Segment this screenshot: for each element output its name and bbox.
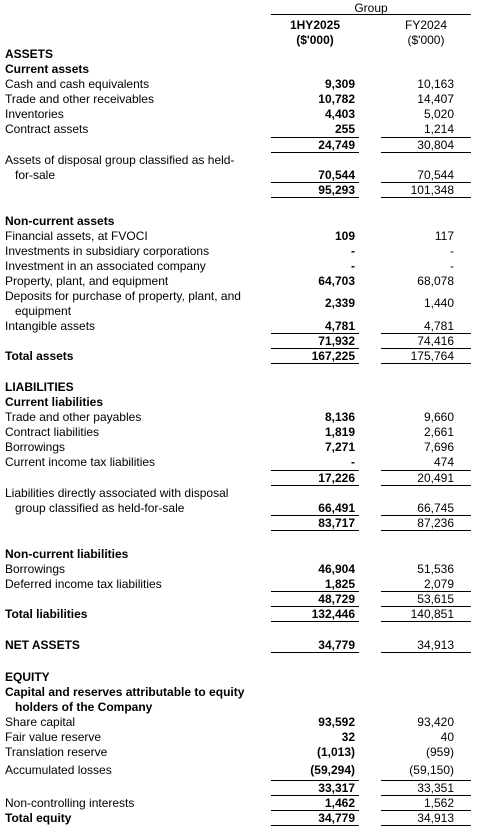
cell-fy2024: 1,562: [423, 796, 454, 810]
subtotal-fy2024: 74,416: [417, 334, 454, 348]
underline-rule: [381, 591, 471, 592]
cell-1hy2025: -: [351, 259, 355, 273]
capital-reserves-heading: holders of the Company: [15, 700, 153, 714]
subtotal-1hy2025: 48,729: [318, 592, 355, 606]
cell-fy2024: 117: [434, 229, 454, 243]
underline-rule: [381, 152, 471, 153]
total-1hy2025: 132,446: [311, 607, 355, 621]
row-label: Trade and other receivables: [5, 92, 154, 106]
cell-1hy2025: 255: [334, 122, 355, 136]
subtotal-1hy2025: 95,293: [318, 183, 355, 197]
net-assets-fy2024: 34,913: [417, 638, 454, 652]
row-label: Cash and cash equivalents: [5, 77, 150, 91]
row-label: Deferred income tax liabilities: [5, 577, 162, 591]
cell-1hy2025: (1,013): [316, 745, 355, 759]
underline-rule: [271, 515, 359, 516]
subtotal-fy2024: 33,351: [417, 781, 454, 795]
cell-1hy2025: 7,271: [324, 440, 355, 454]
cell-1hy2025: 64,703: [318, 274, 355, 288]
cell-fy2024: 7,696: [423, 440, 454, 454]
row-label: Deposits for purchase of property, plant, and: [5, 289, 241, 303]
subtotal-1hy2025: 83,717: [318, 516, 355, 530]
net-assets-label: NET ASSETS: [5, 638, 80, 652]
cell-fy2024: 40: [440, 730, 454, 744]
total-liabilities-label: Total liabilities: [5, 607, 88, 621]
underline-rule: [381, 606, 471, 607]
cell-1hy2025: 4,403: [324, 107, 355, 121]
cell-1hy2025: -: [351, 244, 355, 258]
underline-rule: [381, 515, 471, 516]
row-label: Translation reserve: [5, 745, 108, 759]
assets-heading: ASSETS: [5, 47, 54, 61]
subtotal-fy2024: 20,491: [417, 471, 454, 485]
subtotal-fy2024: 53,615: [417, 592, 454, 606]
equity-heading: EQUITY: [5, 670, 50, 684]
cell-fy2024: 474: [433, 455, 454, 469]
cell-1hy2025: 70,544: [318, 168, 355, 182]
total-assets-label: Total assets: [5, 349, 74, 363]
total-1hy2025: 34,779: [318, 811, 355, 825]
subtotal-fy2024: 101,348: [410, 183, 454, 197]
underline-rule: [381, 621, 471, 622]
underline-rule: [381, 810, 471, 811]
row-label: Assets of disposal group classified as held-: [5, 153, 235, 167]
underline-rule: [381, 825, 471, 826]
row-label: Contract liabilities: [5, 425, 100, 439]
liabilities-heading: LIABILITIES: [5, 380, 74, 394]
underline-rule: [271, 530, 359, 531]
row-label: Share capital: [5, 715, 76, 729]
group-header: Group: [354, 1, 388, 15]
cell-fy2024: 2,079: [423, 577, 454, 591]
col2-unit-header: ($'000): [407, 33, 445, 47]
cell-fy2024: 93,420: [417, 715, 454, 729]
cell-fy2024: (959): [425, 745, 454, 759]
underline-rule: [381, 333, 471, 334]
cell-1hy2025: 1,825: [324, 577, 355, 591]
row-label: Liabilities directly associated with disposal: [5, 486, 229, 500]
cell-1hy2025: 4,781: [324, 319, 355, 333]
net-assets-1hy2025: 34,779: [318, 638, 355, 652]
cell-1hy2025: 109: [334, 229, 355, 243]
row-label: Non-controlling interests: [5, 796, 135, 810]
non-current-assets-heading: Non-current assets: [5, 214, 115, 228]
subtotal-1hy2025: 17,226: [318, 471, 355, 485]
cell-1hy2025: 8,136: [324, 410, 355, 424]
cell-1hy2025: 1,462: [324, 796, 355, 810]
cell-1hy2025: 46,904: [318, 562, 355, 576]
underline-rule: [271, 137, 359, 138]
row-label: Borrowings: [5, 562, 66, 576]
underline-rule: [381, 348, 471, 349]
underline-rule: [271, 652, 359, 653]
cell-fy2024: (59,150): [409, 763, 454, 777]
cell-1hy2025: (59,294): [310, 763, 355, 777]
row-label: Investments in subsidiary corporations: [5, 244, 210, 258]
underline-rule: [381, 470, 471, 471]
row-label: Financial assets, at FVOCI: [5, 229, 148, 243]
underline-rule: [381, 780, 471, 781]
underline-rule: [381, 485, 471, 486]
subtotal-1hy2025: 71,932: [318, 334, 355, 348]
cell-fy2024: 1,214: [423, 122, 454, 136]
cell-1hy2025: -: [351, 455, 355, 469]
cell-1hy2025: 10,782: [318, 92, 355, 106]
non-current-liabilities-heading: Non-current liabilities: [5, 547, 129, 561]
row-label: Accumulated losses: [5, 763, 112, 777]
cell-1hy2025: 2,339: [324, 296, 355, 310]
row-label: for-sale: [15, 168, 56, 182]
total-1hy2025: 167,225: [311, 349, 355, 363]
col1-period-header: 1HY2025: [289, 18, 341, 32]
cell-fy2024: 1,440: [423, 296, 454, 310]
underline-rule: [271, 591, 359, 592]
cell-1hy2025: 32: [341, 730, 355, 744]
subtotal-1hy2025: 33,317: [318, 781, 355, 795]
col1-unit-header: ($'000): [296, 33, 334, 47]
underline-rule: [271, 825, 359, 826]
cell-fy2024: -: [450, 244, 454, 258]
cell-fy2024: 2,661: [423, 425, 454, 439]
cell-1hy2025: 1,819: [324, 425, 355, 439]
total-fy2024: 140,851: [410, 607, 454, 621]
capital-reserves-heading: Capital and reserves attributable to equity: [5, 685, 245, 699]
row-label: Inventories: [5, 107, 64, 121]
underline-rule: [271, 621, 359, 622]
underline-rule: [271, 197, 359, 198]
cell-fy2024: 66,745: [417, 501, 454, 515]
underline-rule: [271, 182, 359, 183]
subtotal-fy2024: 87,236: [417, 516, 454, 530]
underline-rule: [271, 348, 359, 349]
cell-fy2024: 51,536: [417, 562, 454, 576]
underline-rule: [271, 470, 359, 471]
row-label: Trade and other payables: [5, 410, 142, 424]
row-label: group classified as held-for-sale: [15, 501, 185, 515]
row-label: Contract assets: [5, 122, 89, 136]
row-label: equipment: [15, 304, 72, 318]
cell-1hy2025: 9,309: [324, 77, 355, 91]
underline-rule: [381, 363, 471, 364]
total-fy2024: 175,764: [410, 349, 454, 363]
underline-rule: [381, 795, 471, 796]
group-header-rule: [271, 14, 471, 15]
underline-rule: [271, 363, 359, 364]
cell-fy2024: 10,163: [417, 77, 454, 91]
underline-rule: [271, 606, 359, 607]
underline-rule: [271, 333, 359, 334]
underline-rule: [381, 530, 471, 531]
underline-rule: [271, 780, 359, 781]
row-label: Current income tax liabilities: [5, 455, 156, 469]
cell-fy2024: 70,544: [417, 168, 454, 182]
cell-fy2024: -: [450, 259, 454, 273]
underline-rule: [271, 485, 359, 486]
underline-rule: [381, 652, 471, 653]
underline-rule: [381, 182, 471, 183]
underline-rule: [381, 197, 471, 198]
current-liabilities-heading: Current liabilities: [5, 395, 104, 409]
cell-fy2024: 9,660: [423, 410, 454, 424]
cell-fy2024: 14,407: [417, 92, 454, 106]
subtotal-fy2024: 30,804: [417, 138, 454, 152]
cell-fy2024: 5,020: [423, 107, 454, 121]
current-assets-heading: Current assets: [5, 62, 90, 76]
cell-1hy2025: 66,491: [318, 501, 355, 515]
underline-rule: [271, 810, 359, 811]
total-equity-label: Total equity: [5, 811, 72, 825]
row-label: Fair value reserve: [5, 730, 102, 744]
cell-fy2024: 4,781: [423, 319, 454, 333]
col2-period-header: FY2024: [404, 18, 448, 32]
cell-fy2024: 68,078: [417, 274, 454, 288]
subtotal-1hy2025: 24,749: [318, 138, 355, 152]
underline-rule: [381, 137, 471, 138]
cell-1hy2025: 93,592: [318, 715, 355, 729]
underline-rule: [271, 795, 359, 796]
row-label: Investment in an associated company: [5, 259, 206, 273]
row-label: Property, plant, and equipment: [5, 274, 169, 288]
underline-rule: [271, 152, 359, 153]
total-fy2024: 34,913: [417, 811, 454, 825]
row-label: Intangible assets: [5, 319, 96, 333]
row-label: Borrowings: [5, 440, 66, 454]
